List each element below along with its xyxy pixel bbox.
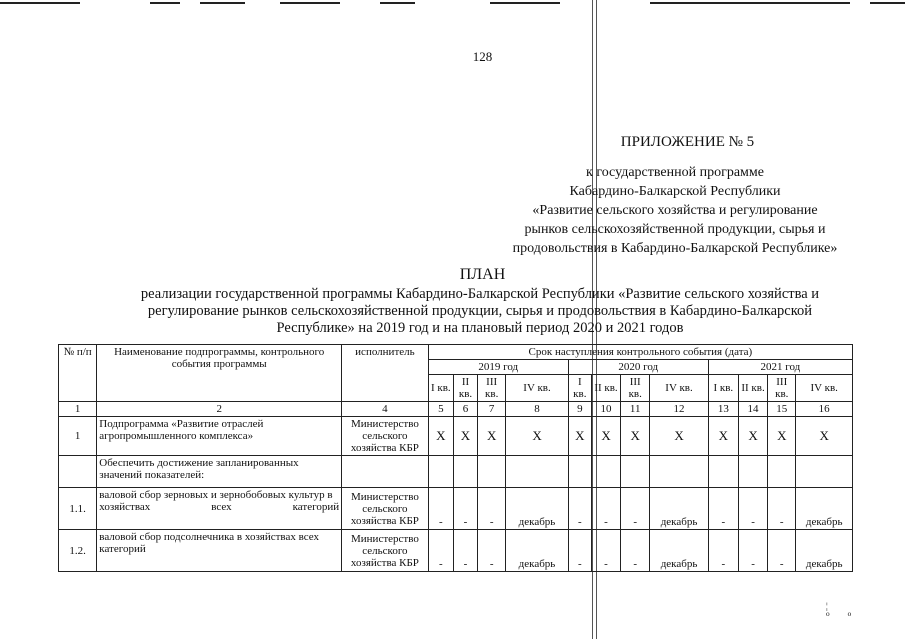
quarter-value: -	[453, 530, 477, 572]
header-quarter: IV кв.	[796, 375, 853, 402]
column-number: 4	[342, 402, 429, 417]
header-year: 2020 год	[568, 360, 708, 375]
row-name: Обеспечить достижение запланированных значений показателей:	[97, 456, 342, 488]
quarter-value	[506, 456, 568, 488]
column-number: 7	[478, 402, 506, 417]
annex-subtitle	[480, 163, 870, 258]
header-num: № п/п	[59, 345, 97, 402]
quarter-value: -	[591, 488, 620, 530]
page-number: 128	[472, 49, 493, 64]
quarter-value: X	[478, 417, 506, 456]
quarter-value: -	[621, 530, 650, 572]
annex-line: к государственной программе	[586, 165, 764, 180]
quarter-value	[796, 456, 853, 488]
column-number: 12	[650, 402, 708, 417]
plan-title: ПЛАН	[459, 266, 506, 283]
row-name: валовой сбор зерновых и зернобобовых культур в хозяйствах всех категорий	[97, 488, 342, 530]
scan-top-line	[870, 2, 905, 4]
quarter-value	[738, 456, 767, 488]
plan-subtitle	[100, 286, 860, 337]
row-executor: Министерство сельского хозяйства КБР	[342, 488, 429, 530]
header-quarter: I кв.	[708, 375, 738, 402]
quarter-value: X	[768, 417, 796, 456]
quarter-value	[478, 456, 506, 488]
plan-subtitle-line: регулирование рынков сельскохозяйственной продукции, сырья и продовольствия в Кабардино-Балкарской	[147, 303, 813, 319]
column-number: 2	[97, 402, 342, 417]
column-number: 8	[506, 402, 568, 417]
quarter-value: -	[453, 488, 477, 530]
row-num: 1.2.	[59, 530, 97, 572]
quarter-value	[568, 456, 591, 488]
quarter-value: -	[568, 530, 591, 572]
quarter-value: -	[621, 488, 650, 530]
annex-title: ПРИЛОЖЕНИЕ № 5	[620, 134, 755, 150]
quarter-value	[650, 456, 708, 488]
row-num	[59, 456, 97, 488]
quarter-value: декабрь	[650, 530, 708, 572]
quarter-value: -	[768, 488, 796, 530]
column-number: 6	[453, 402, 477, 417]
header-deadline: Срок наступления контрольного события (дата)	[428, 345, 852, 360]
scan-top-line	[380, 2, 415, 4]
quarter-value: декабрь	[796, 488, 853, 530]
annex-line: Кабардино-Балкарской Республики	[569, 184, 781, 199]
column-number: 14	[738, 402, 767, 417]
quarter-value: X	[428, 417, 453, 456]
quarter-value: -	[478, 530, 506, 572]
quarter-value: X	[796, 417, 853, 456]
quarter-value: X	[621, 417, 650, 456]
quarter-value	[453, 456, 477, 488]
quarter-value: -	[591, 530, 620, 572]
header-quarter: III кв.	[621, 375, 650, 402]
quarter-value: декабрь	[796, 530, 853, 572]
column-number: 11	[621, 402, 650, 417]
quarter-value: -	[428, 488, 453, 530]
column-number: 9	[568, 402, 591, 417]
header-quarter: II кв.	[453, 375, 477, 402]
quarter-value: X	[591, 417, 620, 456]
quarter-value: X	[568, 417, 591, 456]
table-row	[59, 417, 853, 456]
row-executor: Министерство сельского хозяйства КБР	[342, 417, 429, 456]
quarter-value: -	[478, 488, 506, 530]
row-name: Подпрограмма «Развитие отраслей агропромышленного комплекса»	[97, 417, 342, 456]
quarter-value: декабрь	[506, 488, 568, 530]
header-executor: исполнитель	[342, 345, 429, 402]
column-number: 1	[59, 402, 97, 417]
row-num: 1.1.	[59, 488, 97, 530]
annex-line: «Развитие сельского хозяйства и регулирование	[532, 203, 818, 218]
row-num: 1	[59, 417, 97, 456]
quarter-value: -	[428, 530, 453, 572]
table-row	[59, 488, 853, 530]
scan-top-line	[200, 2, 245, 4]
quarter-value: X	[650, 417, 708, 456]
quarter-value	[768, 456, 796, 488]
plan-subtitle-line: Республике» на 2019 год и на плановый период 2020 и 2021 годов	[276, 320, 684, 336]
scan-top-line	[490, 2, 560, 4]
quarter-value: -	[768, 530, 796, 572]
quarter-value: декабрь	[506, 530, 568, 572]
header-quarter: III кв.	[768, 375, 796, 402]
plan-table	[58, 344, 853, 572]
table-row	[59, 530, 853, 572]
quarter-value: -	[738, 488, 767, 530]
header-quarter: III кв.	[478, 375, 506, 402]
quarter-value: -	[708, 488, 738, 530]
quarter-value: X	[453, 417, 477, 456]
margin-marks: ¦ ⁰⁰	[826, 601, 870, 621]
header-name: Наименование подпрограммы, контрольного события программы	[97, 345, 342, 402]
header-year: 2019 год	[428, 360, 568, 375]
column-number: 13	[708, 402, 738, 417]
header-quarter: II кв.	[591, 375, 620, 402]
row-name: валовой сбор подсолнечника в хозяйствах всех категорий	[97, 530, 342, 572]
column-number: 16	[796, 402, 853, 417]
quarter-value: X	[738, 417, 767, 456]
header-quarter: IV кв.	[650, 375, 708, 402]
column-number-row	[59, 402, 853, 417]
scan-top-line	[150, 2, 180, 4]
quarter-value: X	[506, 417, 568, 456]
scan-top-line	[0, 2, 80, 4]
scan-top-line	[280, 2, 340, 4]
header-year: 2021 год	[708, 360, 852, 375]
column-number: 10	[591, 402, 620, 417]
header-quarter: II кв.	[738, 375, 767, 402]
quarter-value: декабрь	[650, 488, 708, 530]
row-executor	[342, 456, 429, 488]
quarter-value: X	[708, 417, 738, 456]
table-row	[59, 456, 853, 488]
quarter-value	[428, 456, 453, 488]
plan-subtitle-line: реализации государственной программы Кабардино-Балкарской Республики «Развитие сельского хозяйства и	[140, 286, 820, 302]
header-quarter: I кв.	[568, 375, 591, 402]
header-quarter: IV кв.	[506, 375, 568, 402]
scan-top-line	[650, 2, 850, 4]
header-quarter: I кв.	[428, 375, 453, 402]
annex-line: продовольствия в Кабардино-Балкарской Республике»	[512, 241, 838, 256]
column-number: 15	[768, 402, 796, 417]
quarter-value: -	[708, 530, 738, 572]
annex-line: рынков сельскохозяйственной продукции, сырья и	[524, 222, 826, 237]
quarter-value	[708, 456, 738, 488]
quarter-value: -	[738, 530, 767, 572]
quarter-value	[591, 456, 620, 488]
quarter-value: -	[568, 488, 591, 530]
row-executor: Министерство сельского хозяйства КБР	[342, 530, 429, 572]
quarter-value	[621, 456, 650, 488]
column-number: 5	[428, 402, 453, 417]
